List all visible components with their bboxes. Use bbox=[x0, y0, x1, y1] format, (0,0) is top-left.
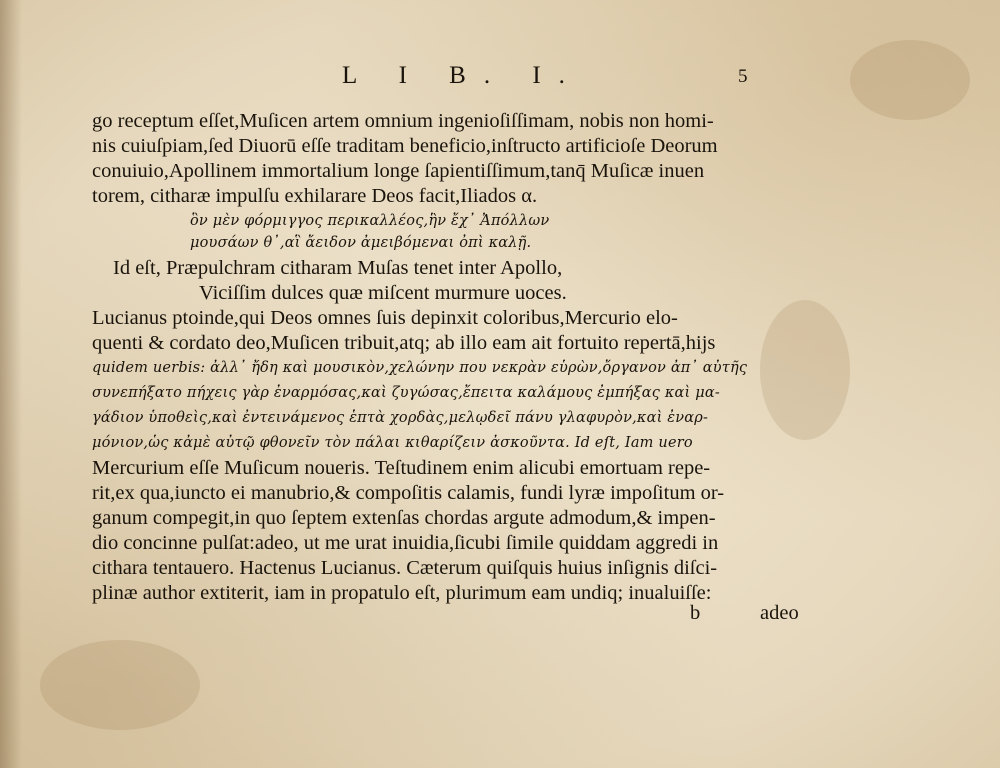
greek-quotation-line: ὃν μὲν φόρμιγγος περικαλλέος,ἣν ἔχ᾽ Ἀπόλλων bbox=[190, 213, 550, 229]
page-number: 5 bbox=[738, 66, 748, 87]
page-gutter-shadow bbox=[0, 0, 22, 768]
text-line: cithara tentauero. Hactenus Lucianus. Cæterum quiſquis huius inſignis diſci- bbox=[92, 557, 718, 579]
text-line: conuiuio,Apollinem immortalium longe ſapientiſſimum,tanq̄ Muſicæ inuen bbox=[92, 160, 705, 182]
greek-text-line: quidem uerbis: ἀλλ᾽ ἤδη καὶ μουσικὸν,χελώνην που νεκρὰν εὑρὼν,ὄργανον ἀπ᾽ αὐτῆς bbox=[92, 360, 748, 376]
text-line: nis cuiuſpiam,ſed Diuorū eſſe traditam beneficio,inſtructo artificioſe Deorum bbox=[92, 135, 718, 157]
text-line: Mercurium eſſe Muſicum noueris. Teſtudinem enim alicubi emortuam repe- bbox=[92, 457, 711, 479]
signature-mark: b bbox=[690, 602, 701, 624]
catchword: adeo bbox=[760, 602, 799, 624]
text-line: Lucianus ptoinde,qui Deos omnes ſuis depinxit coloribus,Mercurio elo- bbox=[92, 307, 678, 329]
running-head-title: L I B. I. bbox=[342, 62, 583, 89]
greek-quotation-line: μουσάων θ᾽,αἳ ἄειδον ἀμειβόμεναι ὀπὶ καλῇ. bbox=[190, 235, 532, 251]
running-head bbox=[0, 62, 1000, 92]
translation-verse-line: Id eſt, Præpulchram citharam Muſas tenet inter Apollo, bbox=[113, 257, 563, 279]
text-line: go receptum eſſet,Muſicen artem omnium ingenioſiſſimam, nobis non homi- bbox=[92, 110, 714, 132]
text-line: quenti & cordato deo,Muſicen tribuit,atq; ab illo eam ait fortuito repertā,hijs bbox=[92, 332, 716, 354]
text-line: torem, citharæ impulſu exhilarare Deos facit,Iliados α. bbox=[92, 185, 538, 207]
foxing-stain bbox=[40, 640, 200, 730]
translation-verse-line: Viciſſim dulces quæ miſcent murmure uoces. bbox=[199, 282, 567, 304]
greek-text-line: γάδιον ὑποθεὶς,καὶ ἐντεινάμενος ἑπτὰ χορδὰς,μελῳδεῖ πάνυ γλαφυρὸν,καὶ ἐναρ- bbox=[92, 410, 709, 426]
text-line: plinæ author extiterit, iam in propatulo eſt, plurimum eam undiq; inualuiſſe: bbox=[92, 582, 712, 604]
text-line: ganum compegit,in quo ſeptem extenſas chordas argute admodum,& impen- bbox=[92, 507, 716, 529]
greek-text-line: μόνιον,ὡς κἀμὲ αὐτῷ φθονεῖν τὸν πάλαι κιθαρίζειν ἀσκοῦντα. Id eſt, Iam uero bbox=[92, 435, 693, 451]
greek-text-line: συνεπήξατο πήχεις γὰρ ἐναρμόσας,καὶ ζυγώσας,ἔπειτα καλάμους ἐμπήξας καὶ μα- bbox=[92, 385, 720, 401]
text-line: dio concinne pulſat:adeo, ut me urat inuidia,ſicubi ſimile quiddam aggredi in bbox=[92, 532, 719, 554]
text-line: rit,ex qua,iuncto ei manubrio,& compoſitis calamis, fundi lyræ impoſitum or- bbox=[92, 482, 725, 504]
